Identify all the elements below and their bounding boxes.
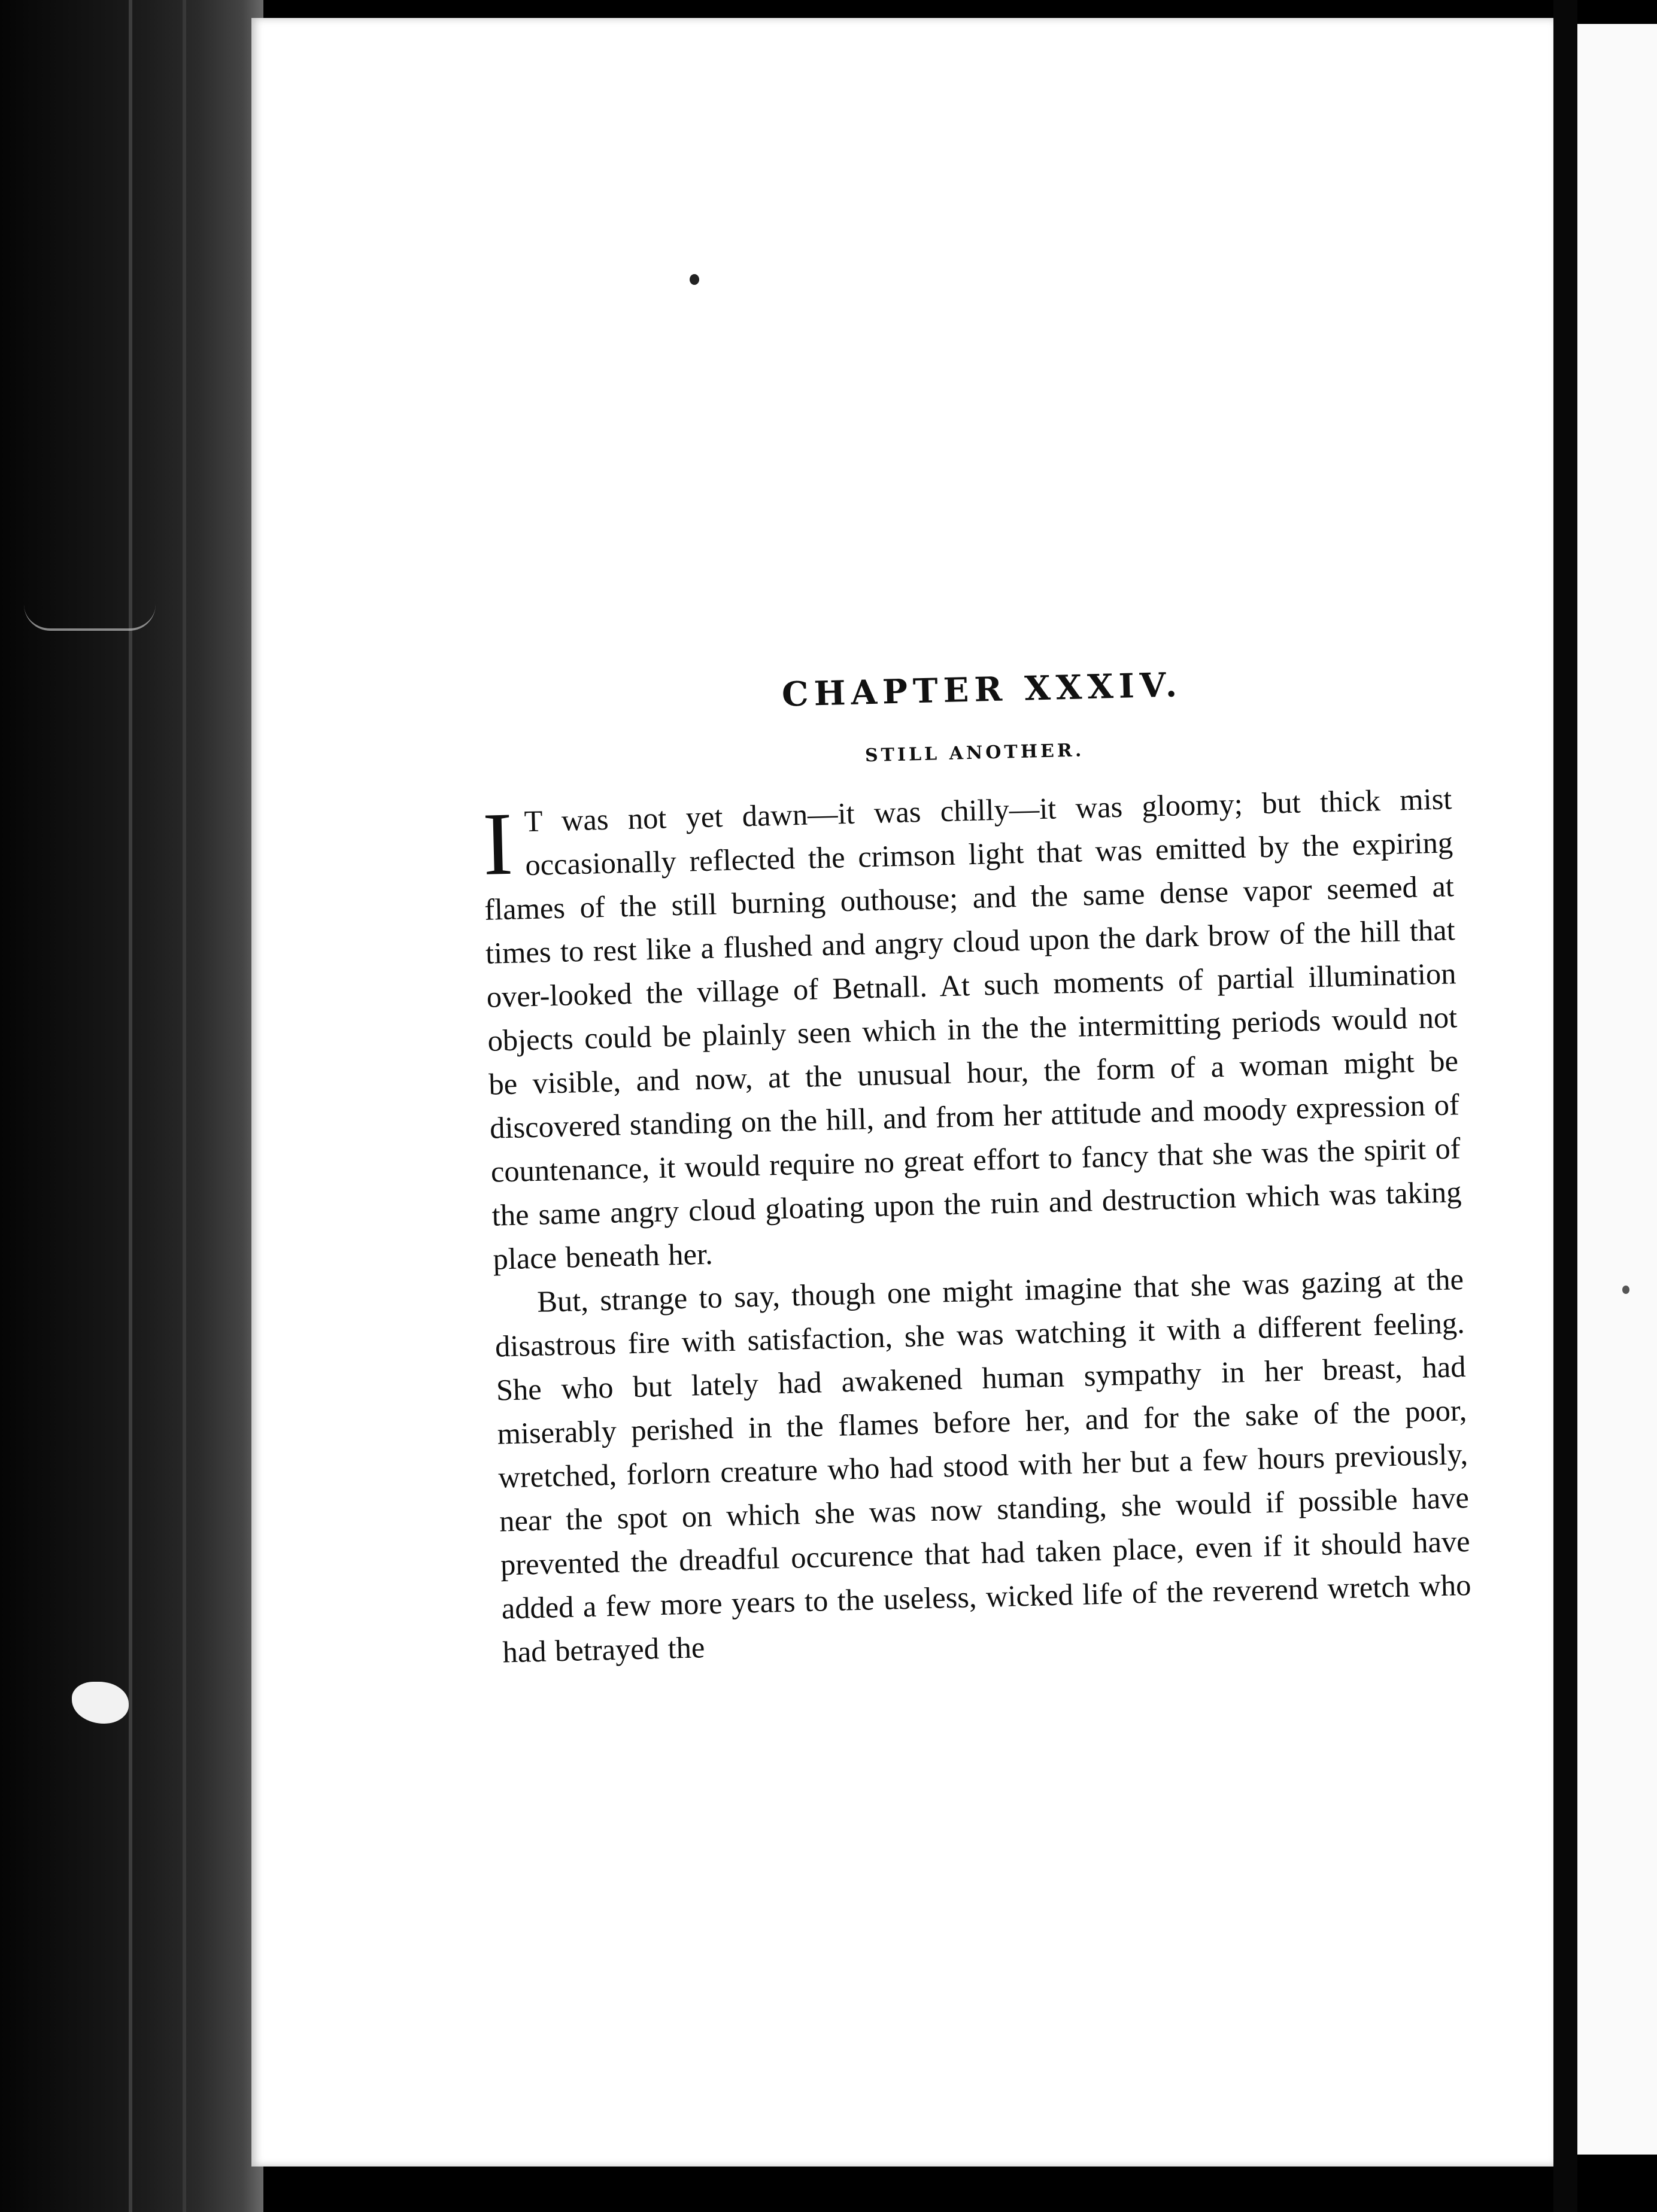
ink-speck <box>1622 1286 1629 1294</box>
gutter-crease <box>183 0 186 2212</box>
book-gutter-edge <box>0 0 263 2212</box>
paragraph-2: But, strange to say, though one might imagine that she was gazing at the disastrous fire with satisfaction, she was watching it with a different feeling. She who but lately had awakened human sympathy in her breast, had miserably perished in the flames before her, and for the sake of the poor, wretched, forlorn creature who had stood with her but a few hours previously, near the spot on which she was now standing, she would if possible have prevented the dreadful occurence that had taken place, even if it should have added a few more years to the useless, wicked life of the reverend wretch who had betrayed the <box>494 1262 1472 1669</box>
gutter-crease <box>129 0 132 2212</box>
chapter-title: CHAPTER XXXIV. <box>781 665 1183 715</box>
adjacent-page-edge <box>1577 24 1657 2155</box>
chapter-text-block <box>479 658 1473 1674</box>
right-binding-shadow <box>1553 0 1577 2212</box>
paper-tear-mark <box>72 1682 129 1724</box>
paragraph-1 <box>482 777 1463 1281</box>
page-curl-mark <box>24 604 156 631</box>
drop-cap: I <box>481 794 514 894</box>
paragraph-1-text: T was not yet dawn—it was chilly—it was gloomy; but thick mist occasionally reflected the crimson light that was emitted by the expiring flames of the still burning outhouse; and the same dense vapor seemed at times to rest like a flushed and angry cloud upon the dark brow of the hill that over-looked the village of Betnall. At such moments of partial illumination objects could be plainly seen which in the the intermitting periods would not be visible, and now, at the unusual hour, the form of a woman might be discovered standing on the hill, and from her attitude and moody expression of countenance, it would require no great effort to fancy that she was the spirit of the same angry cloud gloating upon the ruin and destruction which was taking place beneath her. <box>484 782 1462 1276</box>
chapter-subtitle: STILL ANOTHER. <box>864 740 1085 767</box>
ink-speck <box>690 274 699 285</box>
